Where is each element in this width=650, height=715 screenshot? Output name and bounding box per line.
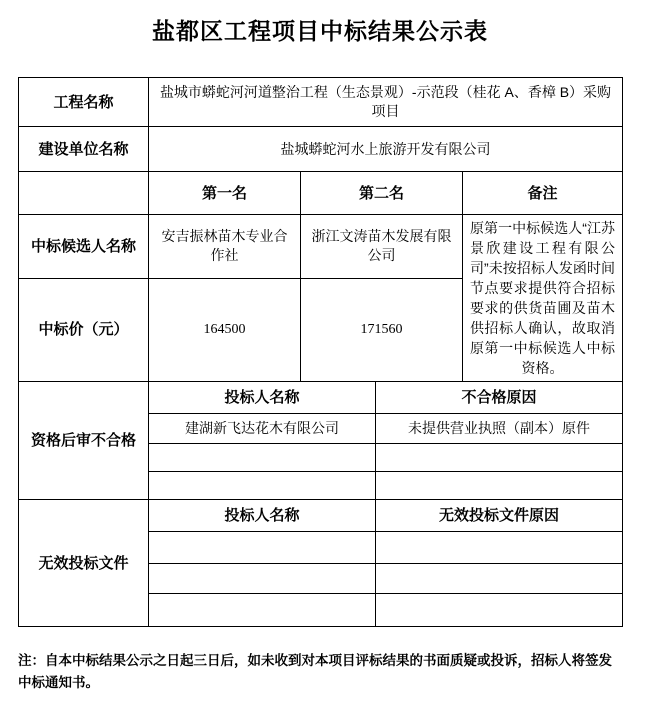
postqual-bidder-header: 投标人名称 (149, 382, 376, 414)
postqual-bidder-cell: 建湖新飞达花木有限公司 (149, 414, 376, 444)
table-row-owner (19, 127, 623, 172)
postqual-bidder-cell (149, 472, 376, 500)
rank-header-first: 第一名 (149, 172, 301, 215)
postqual-reason-cell (376, 472, 623, 500)
invalid-bidder-header: 投标人名称 (149, 500, 376, 532)
candidate-second-value: 浙江文涛苗木发展有限公司 (301, 215, 463, 279)
table-row-project (19, 78, 623, 127)
remark-cell: 原第一中标候选人“江苏景欣建设工程有限公司”未按招标人发函时间节点要求提供符合招标要求的供货苗圃及苗木供招标人确认，故取消原第一中标候选人中标资格。 (463, 215, 623, 382)
table-row-candidates (19, 215, 623, 279)
postqual-reason-header: 不合格原因 (376, 382, 623, 414)
invalid-header-row (19, 500, 623, 532)
price-label: 中标价（元） (19, 278, 149, 381)
project-name-value: 盐城市蟒蛇河河道整治工程（生态景观）-示范段（桂花 A、香樟 B）采购项目 (149, 78, 623, 127)
price-first-value: 164500 (149, 278, 301, 381)
invalid-section-label: 无效投标文件 (19, 500, 149, 627)
owner-label: 建设单位名称 (19, 127, 149, 172)
invalid-bidder-cell (149, 564, 376, 594)
invalid-bidder-cell (149, 594, 376, 627)
postqual-reason-cell: 未提供营业执照（副本）原件 (376, 414, 623, 444)
project-name-label: 工程名称 (19, 78, 149, 127)
invalid-reason-cell (376, 594, 623, 627)
bid-result-table (18, 77, 623, 627)
invalid-reason-cell (376, 532, 623, 564)
postqual-bidder-cell (149, 444, 376, 472)
candidates-label: 中标候选人名称 (19, 215, 149, 279)
price-second-value: 171560 (301, 278, 463, 381)
footer-note: 注：自本中标结果公示之日起三日后，如未收到对本项目评标结果的书面质疑或投诉，招标人将签发中标通知书。 (18, 653, 612, 690)
owner-value: 盐城蟒蛇河水上旅游开发有限公司 (149, 127, 623, 172)
postqual-reason-cell (376, 444, 623, 472)
invalid-bidder-cell (149, 532, 376, 564)
invalid-reason-cell (376, 564, 623, 594)
rank-header-empty-cell (19, 172, 149, 215)
postqual-header-row (19, 382, 623, 414)
rank-header-remark: 备注 (463, 172, 623, 215)
rank-header-second: 第二名 (301, 172, 463, 215)
table-row-rank-header (19, 172, 623, 215)
postqual-section-label: 资格后审不合格 (19, 382, 149, 500)
candidate-first-value: 安吉振林苗木专业合作社 (149, 215, 301, 279)
page-title: 盐都区工程项目中标结果公示表 (152, 18, 488, 44)
invalid-reason-header: 无效投标文件原因 (376, 500, 623, 532)
